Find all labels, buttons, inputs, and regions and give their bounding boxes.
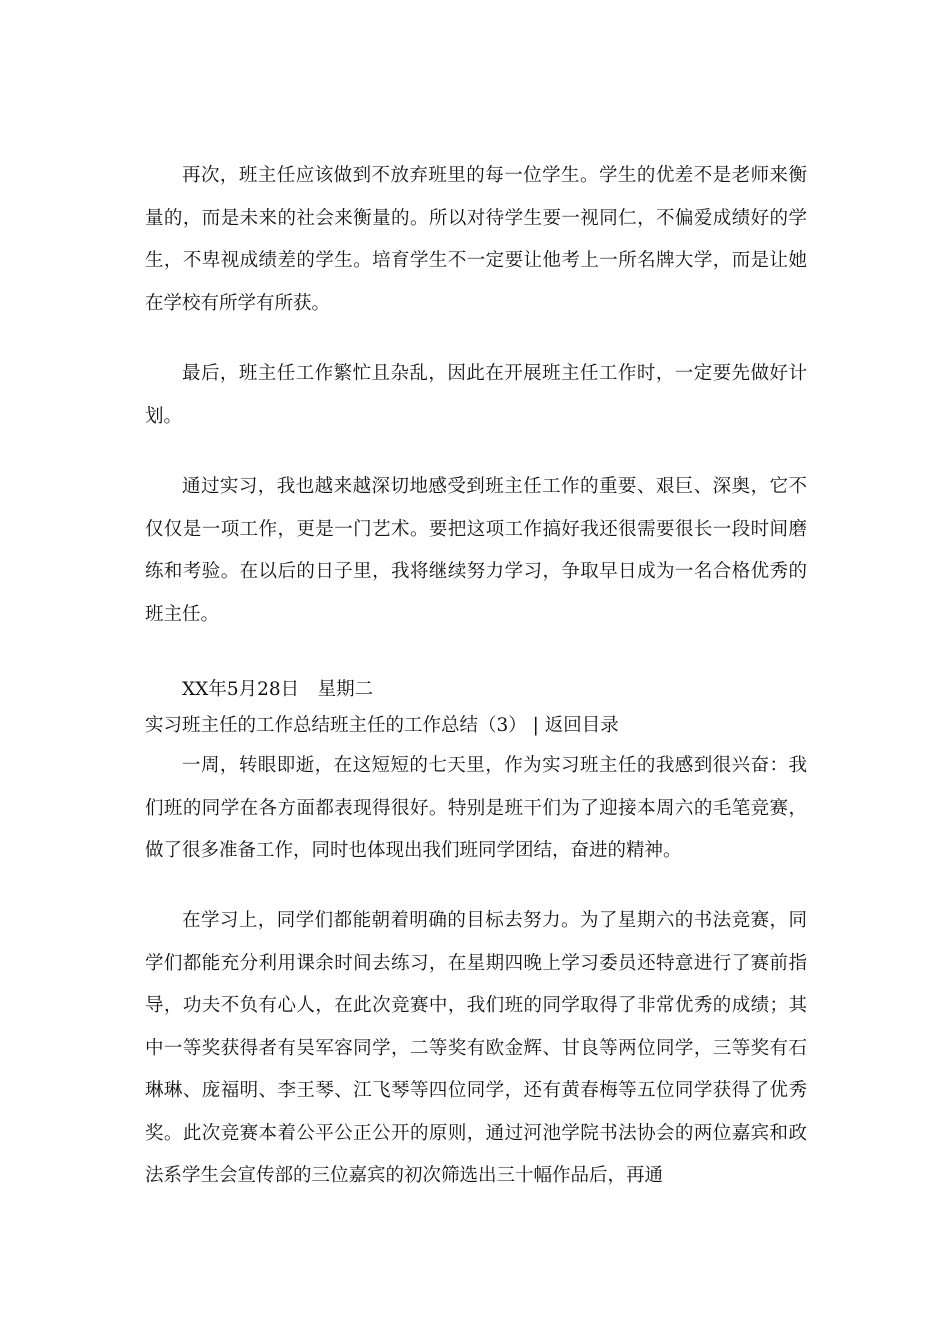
- paragraph-calligraphy-contest: 在学习上，同学们都能朝着明确的目标去努力。为了星期六的书法竞赛，同学们都能充分利用课余时间去练习，在星期四晚上学习委员还特意进行了赛前指导，功夫不负有心人，在此次竞赛中，我们班的同学取得了非常优秀的成绩；其中一等奖获得者有吴军容同学，二等奖有欧金辉、甘良等两位同学，三等奖有石琳琳、庞福明、李王琴、江飞琴等四位同学，还有黄春梅等五位同学获得了优秀奖。此次竞赛本着公平公正公开的原则，通过河池学院书法协会的两位嘉宾和政法系学生会宣传部的三位嘉宾的初次筛选出三十幅作品后，再通: [145, 910, 807, 1186]
- paragraph-planning: 最后，班主任工作繁忙且杂乱，因此在开展班主任工作时，一定要先做好计划。: [145, 363, 807, 427]
- back-to-toc-link[interactable]: 返回目录: [544, 715, 619, 736]
- date-line: XX年5月28日 星期二: [182, 679, 374, 700]
- paragraph-internship-reflection: 通过实习，我也越来越深切地感受到班主任工作的重要、艰巨、深奥，它不仅仅是一项工作，更是一门艺术。要把这项工作搞好我还很需要很长一段时间磨练和考验。在以后的日子里，我将继续努力学习，争取早日成为一名合格优秀的班主任。: [145, 476, 807, 625]
- paragraph-equal-treatment: 再次，班主任应该做到不放弃班里的每一位学生。学生的优差不是老师来衡量的，而是未来的社会来衡量的。所以对待学生要一视同仁，不偏爱成绩好的学生，不卑视成绩差的学生。培育学生不一定要让他考上一所名牌大学，而是让她在学校有所学有所获。: [145, 165, 807, 314]
- section-title: 实习班主任的工作总结班主任的工作总结（3）: [145, 715, 527, 736]
- section-separator: |: [526, 715, 545, 736]
- paragraph-week-summary: 一周，转眼即逝，在这短短的七天里，作为实习班主任的我感到很兴奋：我们班的同学在各方面都表现得很好。特别是班干们为了迎接本周六的毛笔竞赛，做了很多准备工作，同时也体现出我们班同学团结，奋进的精神。: [145, 755, 807, 861]
- section-heading: [145, 711, 619, 741]
